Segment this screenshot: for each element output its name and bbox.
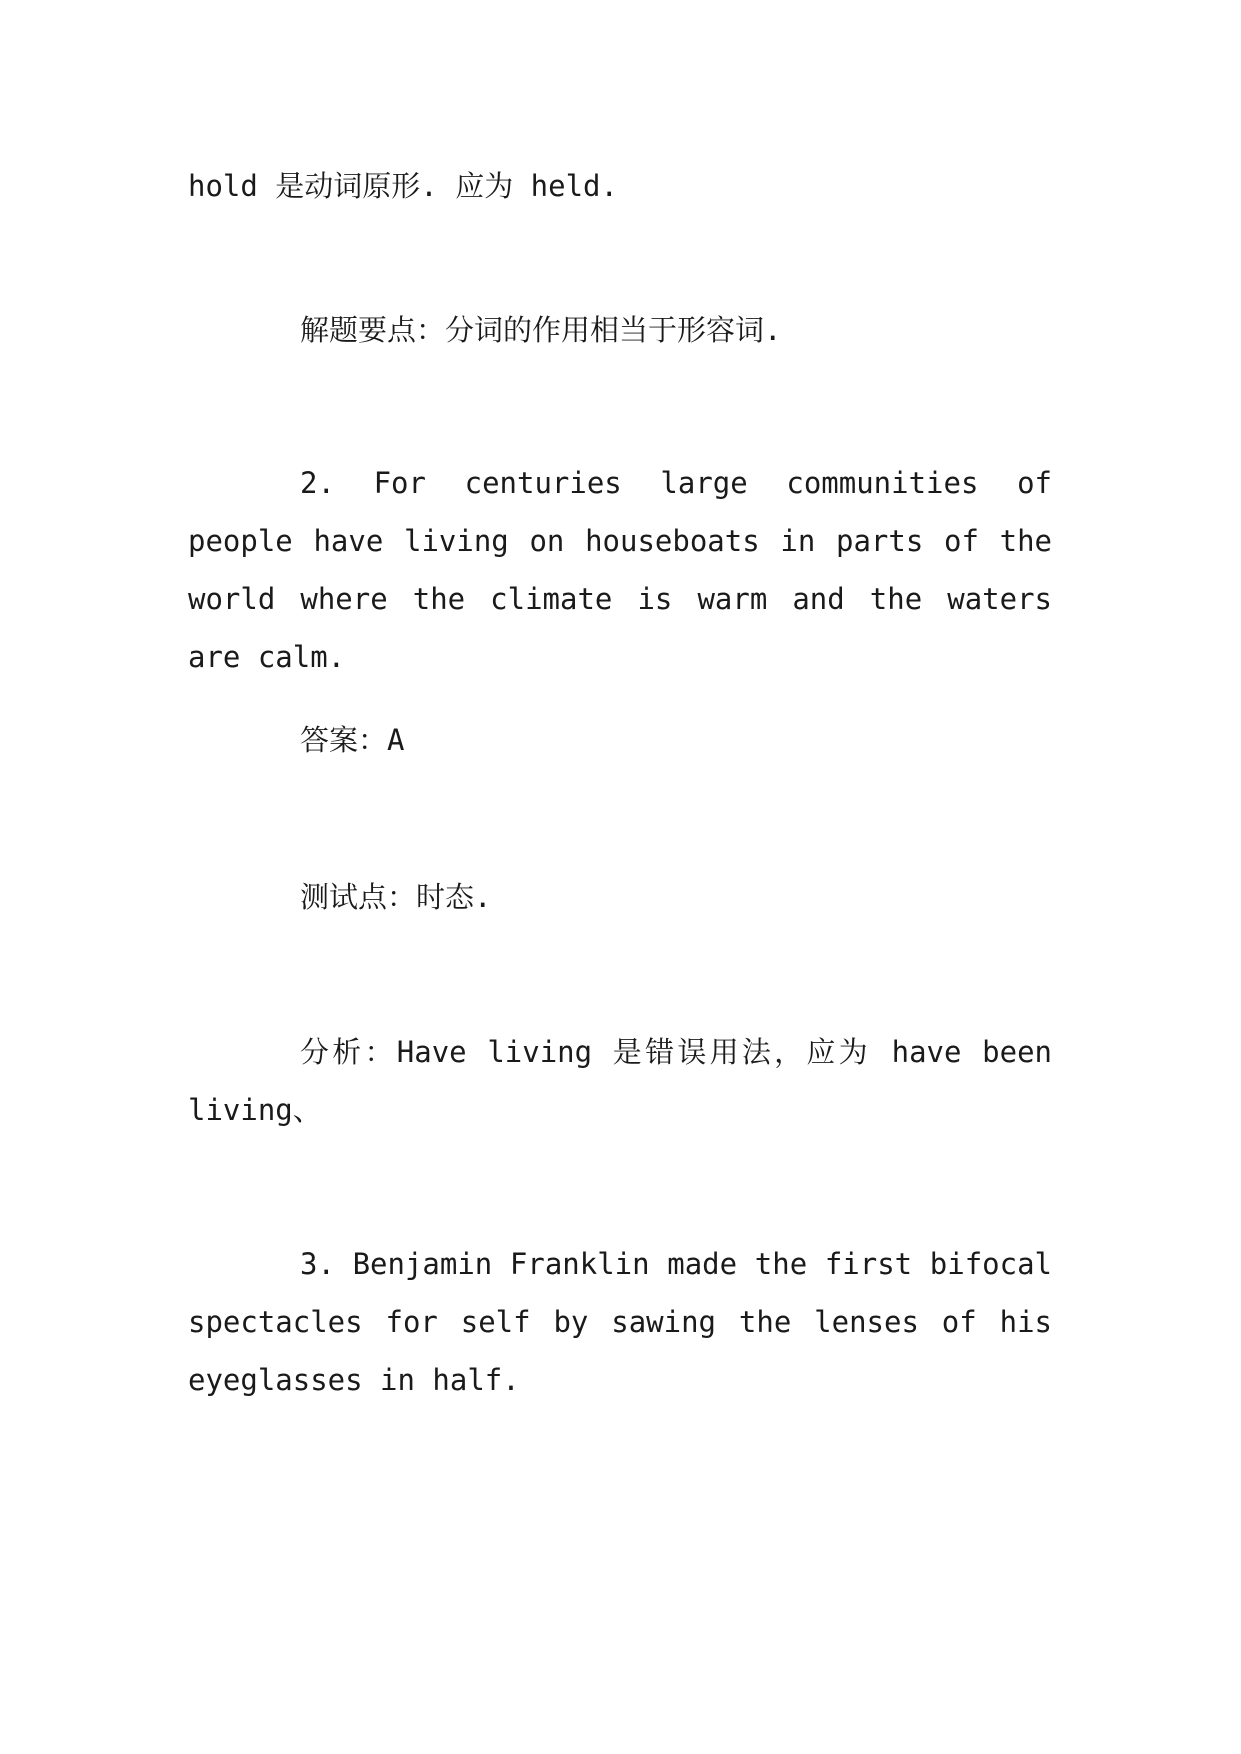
paragraph-analysis: 分析：Have living 是错误用法，应为 have been living、: [188, 1035, 1070, 1127]
paragraph-test-point: 测试点：时态.: [300, 880, 492, 914]
paragraph-question-2: 2. For centuries large communities of people have living on houseboats in parts of the world where the climate is warm and the waters are calm.: [188, 466, 1070, 674]
paragraph-question-3: 3. Benjamin Franklin made the first bifocal spectacles for self by sawing the lenses of his eyeglasses in half.: [188, 1247, 1070, 1397]
paragraph-answer-note: hold 是动词原形. 应为 held.: [188, 169, 618, 203]
paragraph-key-point: 解题要点：分词的作用相当于形容词.: [300, 313, 782, 347]
paragraph-answer: 答案：A: [300, 723, 405, 757]
